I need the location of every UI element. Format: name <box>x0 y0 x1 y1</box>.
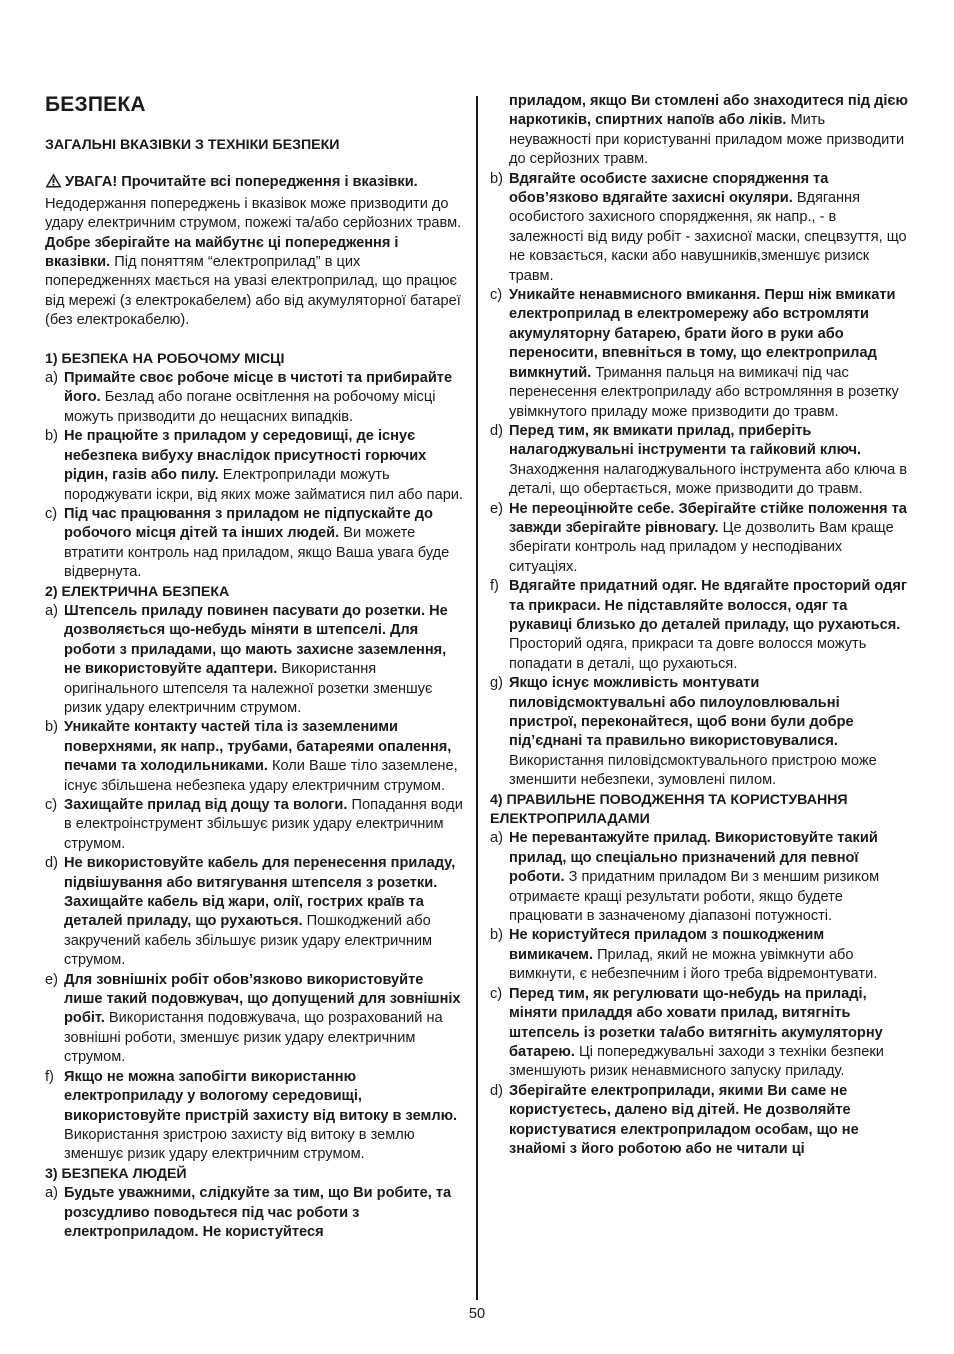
item-text: Пошкоджений або закручений кабель збільшує ризик удару електричним струмом. <box>64 913 433 969</box>
right-column <box>490 92 910 1159</box>
page-title: БЕЗПЕКА <box>45 93 146 116</box>
item-bold: Примайте своє робоче місце в чистоті та прибирайте його. <box>64 370 453 406</box>
item-bold: приладом, якщо Ви стомлені або знаходитеся під дією наркотиків, спиртних напоїв або ліків. <box>509 93 908 129</box>
item-letter: a) <box>45 370 58 387</box>
page-number: 50 <box>468 1306 486 1322</box>
item-letter: a) <box>45 602 58 619</box>
list-item <box>490 170 910 286</box>
item-letter: a) <box>490 830 503 847</box>
intro-text1: Недодержання попереджень і вказівок може призводити до удару електричним струмом, пожежі та/або серйозних травм. <box>45 195 462 232</box>
item-text: Знаходження налагоджувального інструмента або ключа в деталі, що обертається, може призводити до травм. <box>509 461 908 498</box>
item-bold: Під час працювання з приладом не підпускайте до робочого місця дітей та інших людей. <box>64 505 433 542</box>
item-letter: d) <box>490 422 503 439</box>
item-letter: b) <box>490 170 503 187</box>
list-item <box>490 985 910 1082</box>
item-text: Попадання води в електроінструмент збільшує ризик удару електричним струмом. <box>64 797 463 852</box>
item-letter: f) <box>490 578 499 595</box>
list-item <box>45 1184 465 1242</box>
item-bold: Не користуйтеся приладом з пошкодженим вимикачем. <box>509 927 825 963</box>
item-bold: Вдягайте придатний одяг. Не вдягайте просторий одяг та прикраси. Не підставляйте волосся, одяг та рукавиці близько до деталей приладу, що рухаються. <box>509 578 907 633</box>
list-item <box>45 427 465 505</box>
item-letter: c) <box>45 505 58 522</box>
warning-triangle-icon <box>45 173 62 194</box>
item-text: Тримання пальця на вимикачі під час перенесення електроприладу або встромляння в розетку увімкнутого приладу може призводити до травм. <box>509 364 899 420</box>
item-letter: a) <box>45 1185 58 1202</box>
item-letter: c) <box>490 985 503 1002</box>
intro-bold2: Добре зберігайте на майбутнє ці попередження і вказівки. <box>45 234 399 271</box>
item-text: Використання пиловідсмоктувального пристрою може зменшити небезпеки, зумовлені пилом. <box>509 752 877 789</box>
item-letter: c) <box>490 287 503 304</box>
list-item <box>490 829 910 926</box>
item-text: Ви можете втратити контроль над приладом, якщо Ваша увага буде відвернута. <box>64 525 450 581</box>
section-2-heading: 2) ЕЛЕКТРИЧНА БЕЗПЕКА <box>45 583 230 600</box>
item-bold: Штепсель приладу повинен пасувати до розетки. Не дозволяється що-небудь міняти в штепселі. Для роботи з приладами, що мають захисне заземлення, не використовуйте адаптери. <box>64 602 448 678</box>
item-bold: Уникайте ненавмисного вмикання. Перш ніж вмикати електроприлад в електромережу або встромляти акумуляторну батарею, брати його в руки або переносити, впевніться в тому, що електроприлад вимкнутий. <box>509 287 896 381</box>
item-letter: g) <box>490 675 503 692</box>
item-bold: Перед тим, як регулювати що-небудь на приладі, міняти приладдя або ховати прилад, витягніть штепсель із розетки та/або витягніть акумуляторну батарею. <box>509 985 883 1060</box>
item-letter: e) <box>490 500 503 517</box>
list-item <box>490 500 910 578</box>
subtitle: ЗАГАЛЬНІ ВКАЗІВКИ З ТЕХНІКИ БЕЗПЕКИ <box>45 137 340 153</box>
item-letter: e) <box>45 971 58 988</box>
item-text: Це дозволить Вам краще зберігати контроль над приладом у несподіваних ситуаціях. <box>509 519 894 575</box>
item-bold: Будьте уважними, слідкуйте за тим, що Ви робите, та розсудливо поводьтеся під час роботи з електроприладом. Не користуйтеся <box>64 1185 452 1240</box>
item-letter: f) <box>45 1068 54 1085</box>
item-text: Коли Ваше тіло заземлене, існує збільшена небезпека удару електричним струмом. <box>64 758 458 794</box>
intro-warning <box>45 173 465 330</box>
item-text: Прилад, який не можна увімкнути або вимкнути, є небезпечним і його треба відремонтувати. <box>509 946 878 983</box>
list-item <box>490 1082 910 1160</box>
list-item <box>45 971 465 1068</box>
item-bold: Зберігайте електроприлади, якими Ви саме не користуєтесь, далено від дітей. Не дозволяйте користуватися електроприладом особам, що не знайомі з його роботою або не читали ці <box>509 1082 859 1157</box>
item-letter: b) <box>45 719 58 736</box>
item-text: Вдягання особистого захисного спорядження, як напр., - в залежності від виду робіт - захисної маски, спецвзуття, що не ковзається, каски або навушників,зменшує ризиск травм. <box>509 190 907 284</box>
item-text: Безлад або погане освітлення на робочому місці можуть призводити до нещасних випадків. <box>64 389 436 425</box>
item-letter: b) <box>45 428 58 445</box>
item-text: Використання подовжувача, що розрахований на зовнішні роботи, зменшує ризик удару електричним струмом. <box>64 1010 443 1066</box>
list-item <box>45 854 465 970</box>
item-letter: b) <box>490 927 503 944</box>
list-item <box>490 577 910 674</box>
intro-text2: Під поняттям “електроприлад” в цих попередженнях мається на увазі електроприлад, що працює від мережі (з електрокабелем) або від акумуляторної батареї (без електрокабелю). <box>45 254 461 329</box>
item-bold: Якщо не можна запобігти використанню електроприладу у вологому середовищі, використовуйте пристрій захисту від витоку в землю. <box>64 1068 458 1124</box>
list-item <box>45 1068 465 1165</box>
item-text: З придатним приладом Ви з меншим ризиком отримаєте кращі результати роботи, якщо будете працювати в зазначеному діапазоні потужності. <box>509 869 880 925</box>
list-item <box>45 602 465 718</box>
item-bold: Не переоцінюйте себе. Зберігайте стійке положення та завжди зберігайте рівновагу. <box>509 500 907 536</box>
item-bold: Захищайте прилад від дощу та вологи. <box>64 797 348 813</box>
left-column <box>45 92 465 1242</box>
item-text: Ці попереджувальні заходи з техніки безпеки зменшують ризик ненавмисного запуску приладу. <box>509 1043 884 1080</box>
item-bold: Вдягайте особисте захисне спорядження та обов’язково вдягайте захисні окуляри. <box>509 170 829 207</box>
list-item <box>45 718 465 796</box>
list-item <box>45 369 465 427</box>
item-letter: d) <box>490 1082 503 1099</box>
list-item-continuation <box>490 92 910 170</box>
item-bold: Якщо існує можливість монтувати пиловідсмоктувальні або пилоуловлювальні пристрої, переконайтеся, щоб вони були добре під’єднані та правильно використовувалися. <box>509 675 854 750</box>
column-divider <box>476 96 478 1300</box>
warning-bold: УВАГА! Прочитайте всі попередження і вказівки. <box>65 174 418 191</box>
item-text: Електроприлади можуть породжувати іскри, від яких може займатися пил або пари. <box>64 467 464 503</box>
section-3-heading: 3) БЕЗПЕКА ЛЮДЕЙ <box>45 1165 187 1182</box>
item-letter: d) <box>45 855 58 872</box>
section-4-heading: 4) ПРАВИЛЬНЕ ПОВОДЖЕННЯ ТА КОРИСТУВАННЯ ЕЛЕКТРОПРИЛАДАМИ <box>490 791 848 828</box>
item-bold: Перед тим, як вмикати прилад, приберіть налагоджувальні інструменти та гайковий ключ. <box>509 422 862 459</box>
item-text: Використання оригінального штепселя та належної розетки зменшує ризик удару електричним струмом. <box>64 661 433 716</box>
item-letter: c) <box>45 797 58 813</box>
item-bold: Уникайте контакту частей тіла із заземленими поверхнями, як напр., трубами, батареями опалення, печами та холодильниками. <box>64 719 452 775</box>
list-item <box>490 422 910 500</box>
item-text: Мить неуважності при користуванні приладом може призводити до серйозних травм. <box>509 112 905 168</box>
item-text: Використання зристрою захисту від витоку в землю зменшує ризик удару електричним струмом. <box>64 1126 415 1163</box>
list-item <box>45 796 465 854</box>
item-bold: Не використовуйте кабель для перенесення приладу, підвішування або витягування штепселя з розетки. Захищайте кабель від жари, олії, гострих країв та деталей приладу, що рухаються. <box>64 855 456 930</box>
list-item <box>45 505 465 583</box>
item-bold: Не працюйте з приладом у середовищі, де існує небезпека вибуху внаслідок присутності горючих рідин, газів або пилу. <box>64 428 427 484</box>
section-1-heading: 1) БЕЗПЕКА НА РОБОЧОМУ МІСЦІ <box>45 350 285 367</box>
list-item <box>490 926 910 984</box>
item-text: Просторий одяга, прикраси та довге волосся можуть попадати в деталі, що рухаються. <box>509 636 867 672</box>
item-bold: Для зовнішніх робіт обов’язково використовуйте лише такий подовжувач, що допущений для зовнішніх робіт. <box>64 971 461 1027</box>
list-item <box>490 286 910 422</box>
item-bold: Не перевантажуйте прилад. Використовуйте такий прилад, що спеціально призначений для певної роботи. <box>509 830 878 886</box>
list-item <box>490 674 910 790</box>
